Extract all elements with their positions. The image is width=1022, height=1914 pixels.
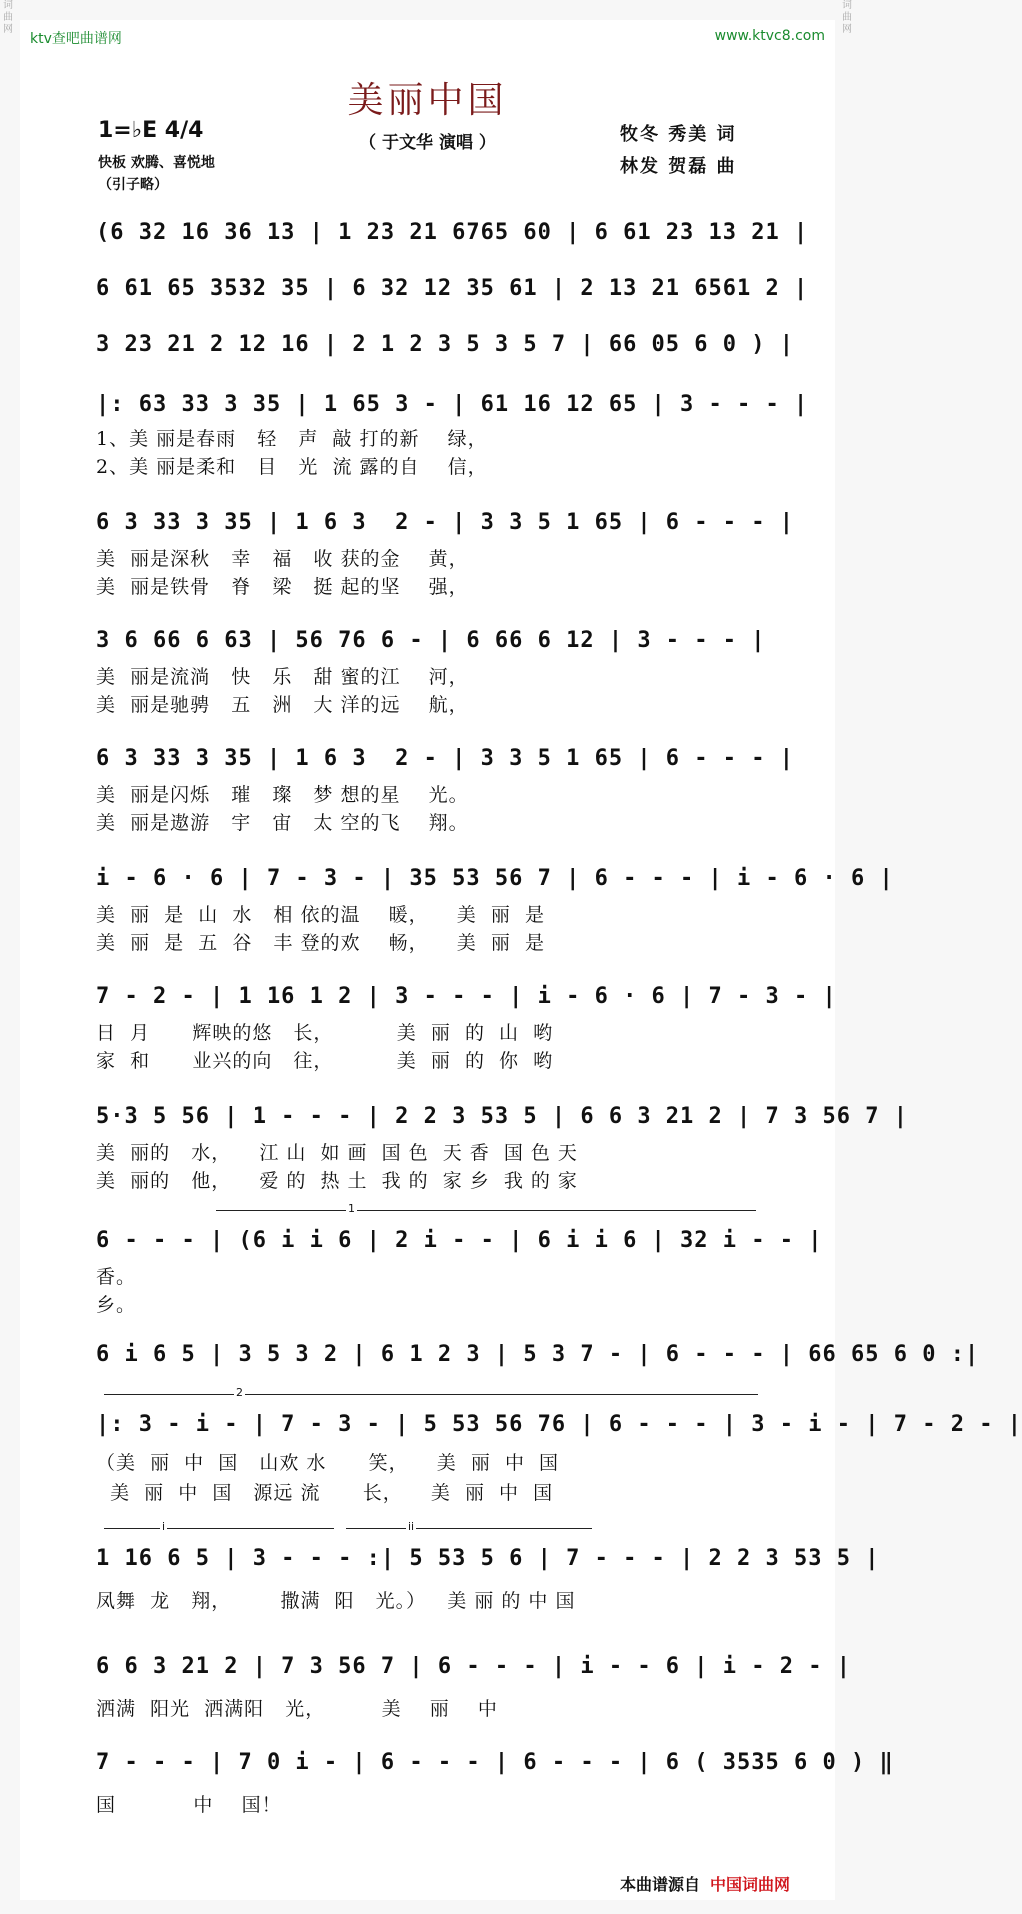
site-link-left[interactable]: ktv查吧曲谱网 (30, 31, 122, 47)
notation-row-4: |: 63 33 3 35 | 1 65 3 - | 61 16 12 65 | 3 - - - | (96, 392, 809, 417)
lyric-row-15: 洒满 阳光 洒满阳 光， 美 丽 中 (96, 1698, 498, 1720)
lyric-row-6b: 美 丽是驰骋 五 洲 大 洋的远 航， (96, 694, 469, 716)
notation-row-7: 6 3 33 3 35 | 1 6 3 2 - | 3 3 5 1 65 | 6 - - - | (96, 746, 795, 771)
notation-row-9: 7 - 2 - | 1 16 1 2 | 3 - - - | i - 6 · 6 | 7 - 3 - | (96, 984, 837, 1009)
score-sheet (20, 20, 1022, 1900)
volta-label-i: i (162, 1520, 166, 1533)
volta-bracket-i (104, 1528, 334, 1529)
lyric-row-8b: 美 丽 是 五 谷 丰 登的欢 畅， 美 丽 是 (96, 932, 545, 954)
lyric-row-8a: 美 丽 是 山 水 相 依的温 暖， 美 丽 是 (96, 904, 545, 926)
lyric-row-6a: 美 丽是流淌 快 乐 甜 蜜的江 河， (96, 666, 469, 688)
lyric-row-9a: 日 月 辉映的悠 长， 美 丽 的 山 哟 (96, 1022, 554, 1044)
composer-credit: 林发 贺磊 曲 (620, 156, 737, 177)
lyric-row-13b: 美 丽 中 国 源远 流 长， 美 丽 中 国 (96, 1482, 554, 1504)
lyric-row-4a: 1、美 丽是春雨 轻 声 敲 打的新 绿， (96, 428, 488, 450)
volta-bracket-ii (346, 1528, 592, 1529)
lyric-row-11b: 乡。 (96, 1294, 137, 1316)
volta-label-2: 2 (236, 1386, 243, 1399)
volta-bracket-2 (104, 1394, 758, 1395)
site-link-right[interactable]: www.ktvc8.com (714, 28, 825, 44)
lyricist-credit: 牧冬 秀美 词 (620, 124, 737, 145)
key-signature: 1=♭E 4/4 (98, 118, 204, 143)
notation-row-12: 6 i 6 5 | 3 5 3 2 | 6 1 2 3 | 5 3 7 - | 6 - - - | 66 65 6 0 :| (96, 1342, 980, 1367)
tempo-marking: 快板 欢腾、喜悦地 (98, 155, 215, 171)
lyric-row-11a: 香。 (96, 1266, 137, 1288)
footer-credit (620, 1872, 790, 1895)
volta-label-ii: ii (408, 1520, 415, 1533)
side-watermark-left: 词 曲 网 (3, 0, 13, 35)
lyric-row-10a: 美 丽的 水， 江 山 如 画 国 色 天 香 国 色 天 (96, 1142, 578, 1164)
lyric-row-5b: 美 丽是铁骨 脊 梁 挺 起的坚 强， (96, 576, 469, 598)
lyric-row-9b: 家 和 业兴的向 往， 美 丽 的 你 哟 (96, 1050, 554, 1072)
song-title: 美丽中国 (347, 80, 508, 121)
footer-site-link[interactable]: 中国词曲网 (710, 1875, 791, 1894)
lyric-row-7a: 美 丽是闪烁 璀 璨 梦 想的星 光。 (96, 784, 469, 806)
lyric-row-16: 国 中 国！ (96, 1794, 282, 1816)
side-watermark-right: 词 曲 网 (842, 0, 852, 35)
notation-row-10: 5·3 5 56 | 1 - - - | 2 2 3 53 5 | 6 6 3 21 2 | 7 3 56 7 | (96, 1104, 908, 1129)
lyric-row-5a: 美 丽是深秋 幸 福 收 获的金 黄， (96, 548, 469, 570)
footer-source: 本曲谱源自 (620, 1875, 701, 1894)
lyric-row-13a: （美 丽 中 国 山欢 水 笑， 美 丽 中 国 (96, 1452, 560, 1474)
intro-note: （引子略） (98, 177, 168, 193)
lyric-row-4b: 2、美 丽是柔和 目 光 流 露的自 信， (96, 456, 488, 478)
notation-row-2: 6 61 65 3532 35 | 6 32 12 35 61 | 2 13 21 6561 2 | (96, 276, 809, 301)
lyric-row-7b: 美 丽是遨游 宇 宙 太 空的飞 翔。 (96, 812, 469, 834)
lyric-row-14: 凤舞 龙 翔， 撒满 阳 光。） 美 丽 的 中 国 (96, 1590, 576, 1612)
singer-line: （ 于文华 演唱 ） (359, 133, 496, 153)
notation-row-1: (6 32 16 36 13 | 1 23 21 6765 60 | 6 61 23 13 21 | (96, 220, 809, 245)
notation-row-13: |: 3 - i - | 7 - 3 - | 5 53 56 76 | 6 - - - | 3 - i - | 7 - 2 - | (96, 1412, 1022, 1437)
volta-label-1: 1 (348, 1202, 355, 1215)
notation-row-11: 6 - - - | (6 i i 6 | 2 i - - | 6 i i 6 | 32 i - - | (96, 1228, 823, 1253)
notation-row-6: 3 6 66 6 63 | 56 76 6 - | 6 66 6 12 | 3 - - - | (96, 628, 766, 653)
notation-row-5: 6 3 33 3 35 | 1 6 3 2 - | 3 3 5 1 65 | 6 - - - | (96, 510, 795, 535)
notation-row-3: 3 23 21 2 12 16 | 2 1 2 3 5 3 5 7 | 66 05 6 0 ) | (96, 332, 795, 357)
lyric-row-10b: 美 丽的 他， 爱 的 热 土 我 的 家 乡 我 的 家 (96, 1170, 578, 1192)
volta-bracket-1 (216, 1210, 756, 1211)
notation-row-15: 6 6 3 21 2 | 7 3 56 7 | 6 - - - | i - - 6 | i - 2 - | (96, 1654, 851, 1679)
notation-row-8: i - 6 · 6 | 7 - 3 - | 35 53 56 7 | 6 - - - | i - 6 · 6 | (96, 866, 894, 891)
notation-row-16: 7 - - - | 7 0 i - | 6 - - - | 6 - - - | 6 ( 3535 6 0 ) ‖ (96, 1750, 894, 1775)
notation-row-14: 1 16 6 5 | 3 - - - :| 5 53 5 6 | 7 - - - | 2 2 3 53 5 | (96, 1546, 880, 1571)
